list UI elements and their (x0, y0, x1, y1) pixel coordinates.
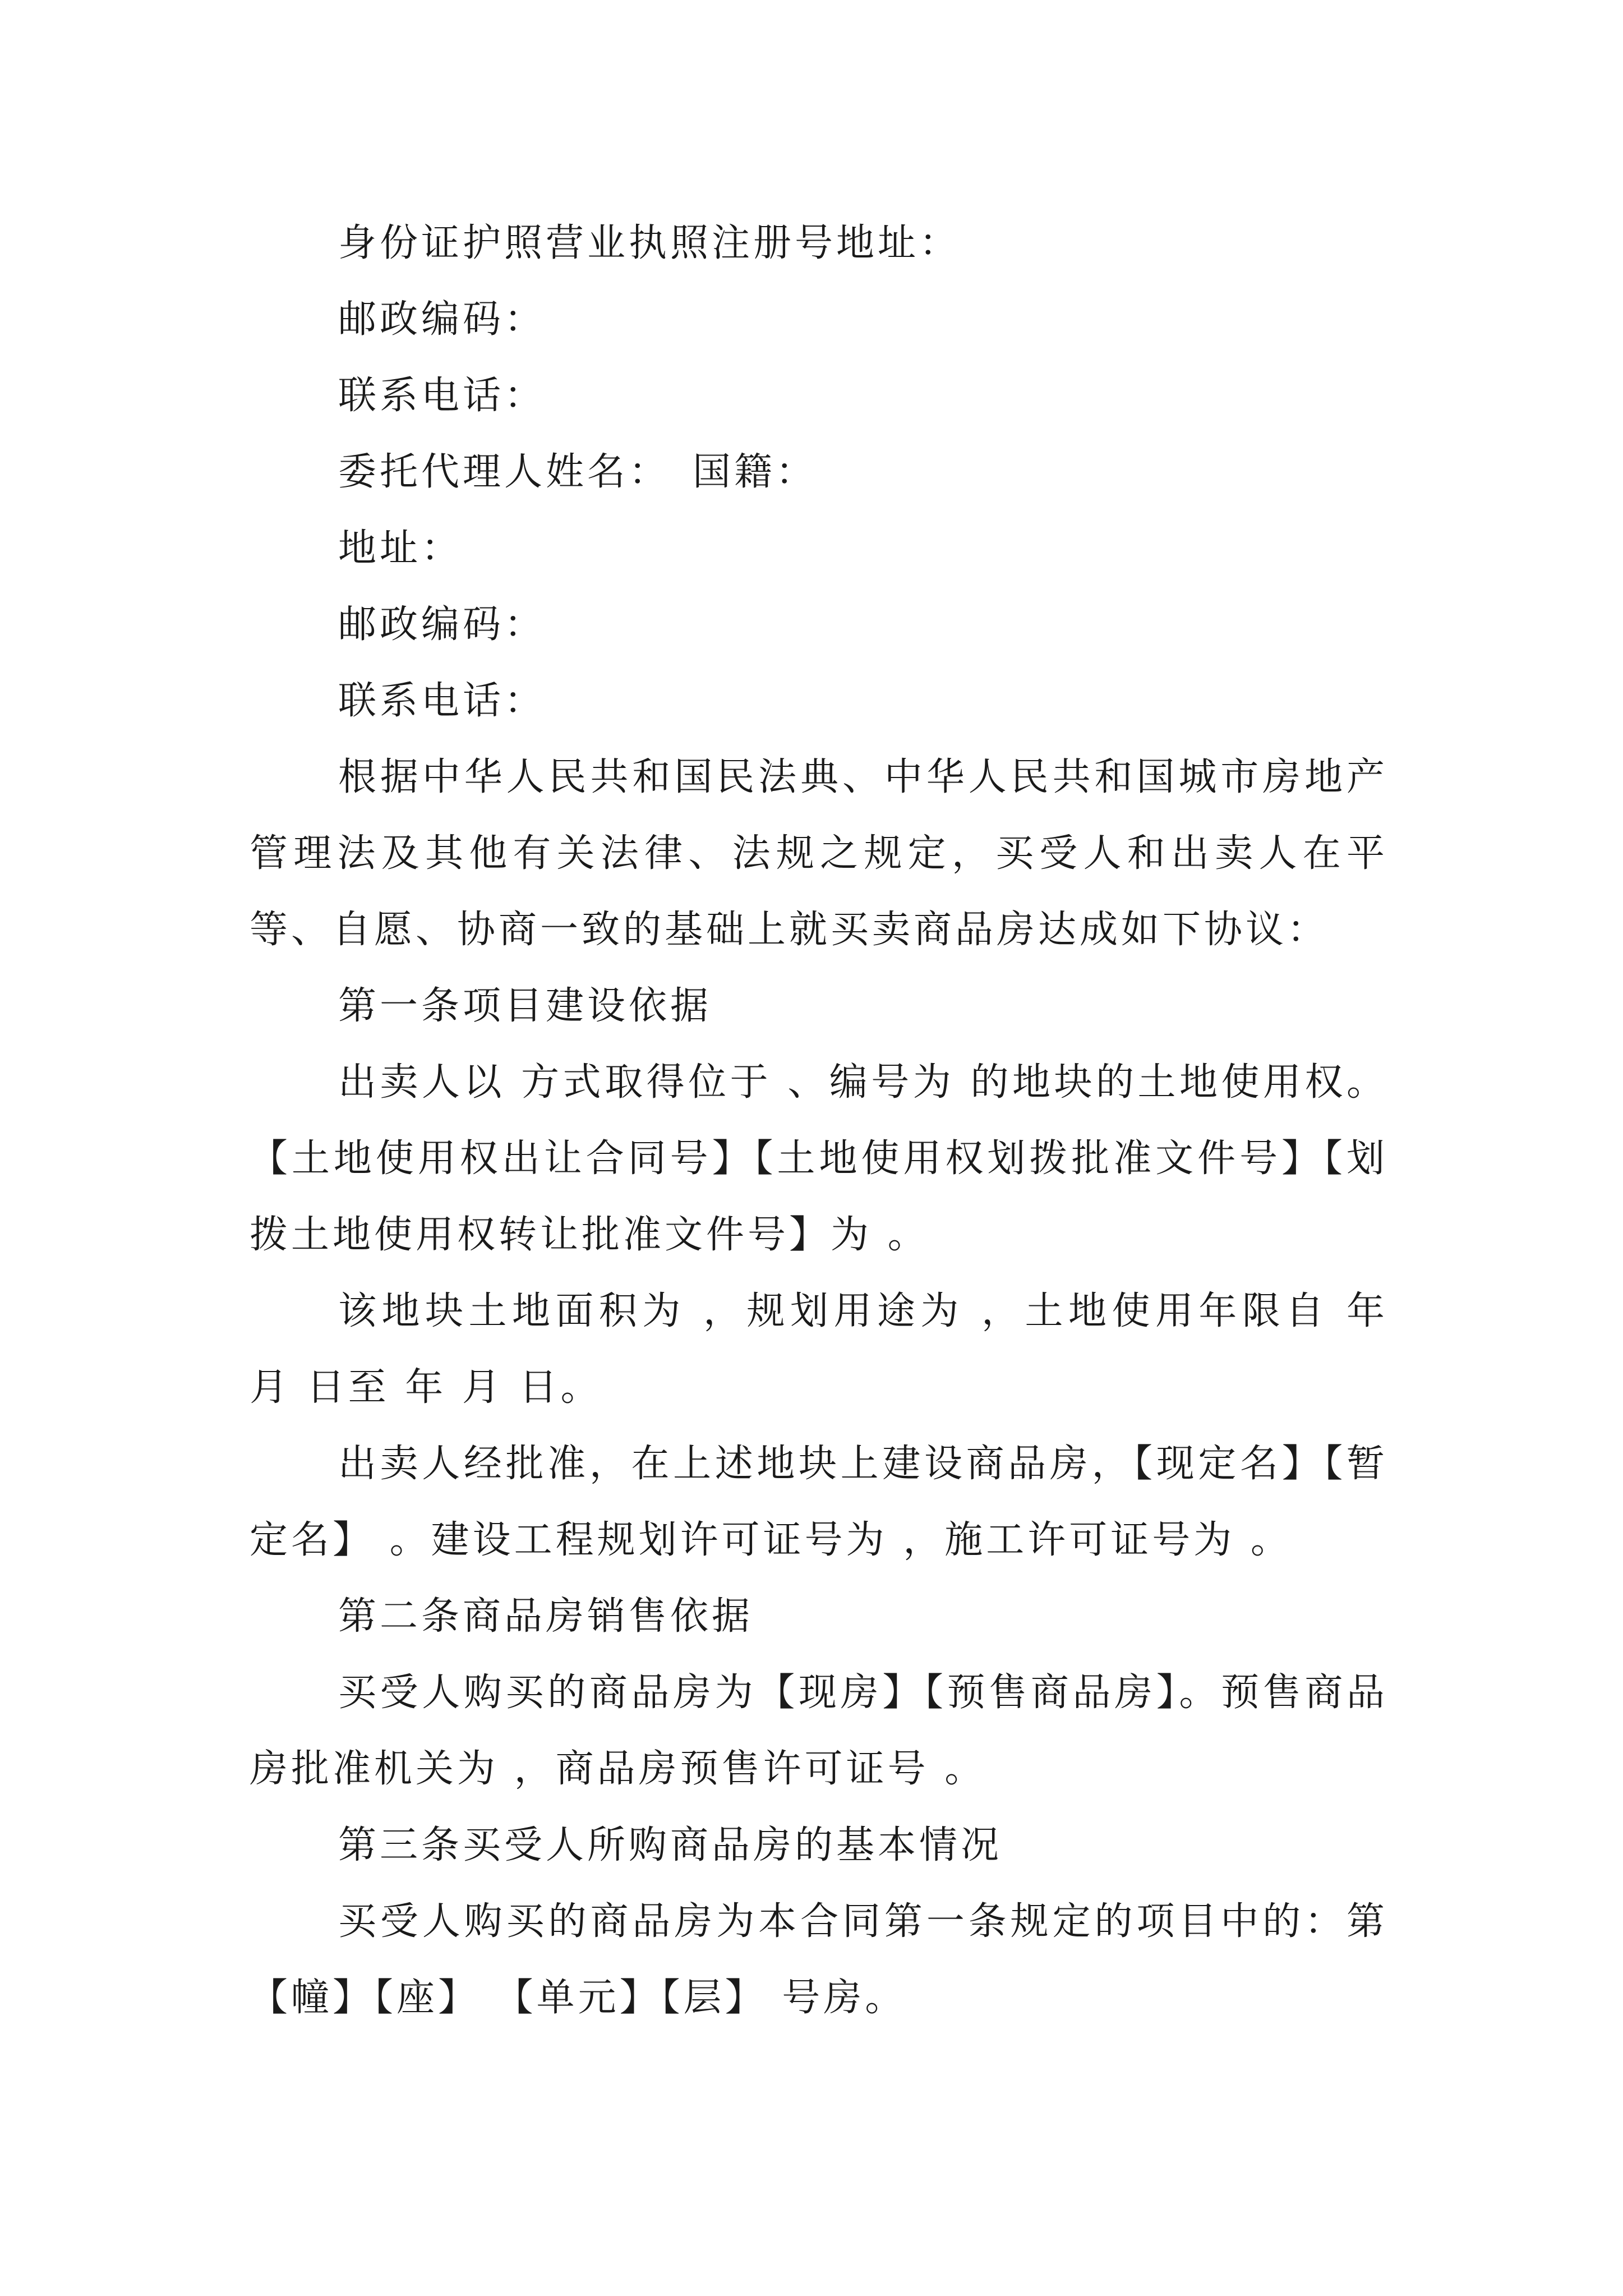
paragraph-agent-postal-code: 邮政编码： (338, 602, 546, 647)
paragraph-agent-phone: 联系电话： (338, 679, 546, 723)
article-2-heading: 第二条商品房销售依据 (338, 1594, 754, 1639)
paragraph-postal-code: 邮政编码： (338, 297, 546, 342)
paragraph-sale-basis: 买受人购买的商品房为【现房】【预售商品房】。预售商品房批准机关为 ，商品房预售许可证号 。 (250, 1671, 1388, 1791)
paragraph-land-acquisition: 出卖人以 方式取得位于 、编号为 的地块的土地使用权。【土地使用权出让合同号】【土地使用权划拨批准文件号】【划拨土地使用权转让批准文件号】为 。 (250, 1060, 1388, 1257)
paragraph-construction-approval: 出卖人经批准，在上述地块上建设商品房，【现定名】【暂定名】 。建设工程规划许可证号为 ，施工许可证号为 。 (250, 1442, 1388, 1562)
article-1-heading: 第一条项目建设依据 (338, 984, 712, 1028)
paragraph-property-details: 买受人购买的商品房为本合同第一条规定的项目中的：第 【幢】【座】 【单元】【层】 号房。 (250, 1899, 1388, 2020)
paragraph-legal-basis: 根据中华人民共和国民法典、中华人民共和国城市房地产管理法及其他有关法律、法规之规定，买受人和出卖人在平等、自愿、协商一致的基础上就买卖商品房达成如下协议： (250, 755, 1388, 952)
paragraph-agent-address: 地址： (338, 526, 463, 570)
paragraph-phone: 联系电话： (338, 374, 546, 418)
article-3-heading: 第三条买受人所购商品房的基本情况 (338, 1823, 1003, 1867)
paragraph-agent-name-nationality: 委托代理人姓名： 国籍： (338, 450, 818, 494)
contract-body (250, 205, 1388, 2036)
paragraph-land-area: 该地块土地面积为 ，规划用途为 ，土地使用年限自 年 月 日至 年 月 日。 (250, 1289, 1388, 1410)
paragraph-id-address: 身份证护照营业执照注册号地址： (338, 221, 961, 265)
